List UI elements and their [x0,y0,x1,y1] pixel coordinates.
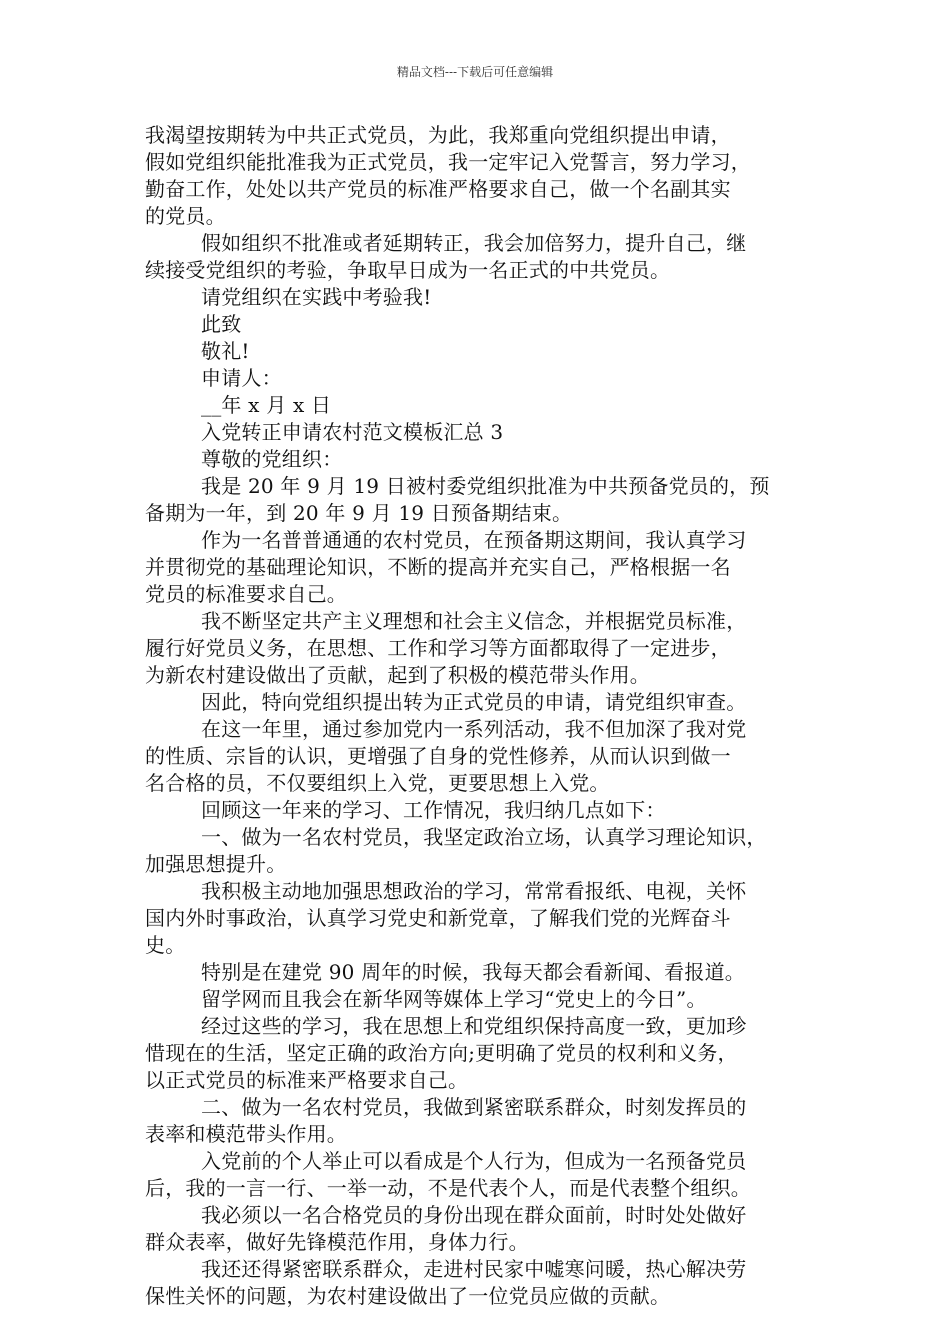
paragraph [145,311,817,338]
text-line: 在这一年里，通过参加党内一系列活动，我不但加深了我对党 [201,717,747,741]
paragraph [145,1013,817,1094]
text-line: 因此，特向党组织提出转为正式党员的申请，请党组织审查。 [201,690,747,714]
text-line: 履行好党员义务，在思想、工作和学习等方面都取得了一定进步， [145,636,731,660]
text-line: 我积极主动地加强思想政治的学习，常常看报纸、电视，关怀 [201,879,747,903]
text-line: 表率和模范带头作用。 [145,1122,347,1146]
paragraph [145,608,817,689]
text-line: 我必须以一名合格党员的身份出现在群众面前，时时处处做好 [201,1203,747,1227]
text-line: __年 x 月 x 日 [201,393,332,417]
document-body [145,122,817,1310]
text-line: 我是 20 年 9 月 19 日被村委党组织批准为中共预备党员的，预 [201,474,770,498]
paragraph [145,716,817,797]
paragraph [145,365,817,392]
text-line: 一、做为一名农村党员，我坚定政治立场，认真学习理论知识， [201,825,767,849]
text-line: 请党组织在实践中考验我! [201,285,432,309]
text-line: 此致 [201,312,242,336]
text-line: 作为一名普普通通的农村党员，在预备期这期间，我认真学习 [201,528,747,552]
paragraph [145,797,817,824]
text-line: 经过这些的学习，我在思想上和党组织保持高度一致，更加珍 [201,1014,747,1038]
paragraph [145,959,817,986]
text-line: 国内外时事政治，认真学习党史和新党章，了解我们党的光辉奋斗 [145,906,731,930]
text-line: 我还还得紧密联系群众，走进村民家中嘘寒问暖，热心解决劳 [201,1257,747,1281]
paragraph [145,392,817,419]
text-line: 的党员。 [145,204,226,228]
text-line: 入党前的个人举止可以看成是个人行为，但成为一名预备党员 [201,1149,747,1173]
paragraph [145,1148,817,1202]
text-line: 续接受党组织的考验，争取早日成为一名正式的中共党员。 [145,258,671,282]
text-line: 备期为一年，到 20 年 9 月 19 日预备期结束。 [145,501,573,525]
text-line: 名合格的员，不仅要组织上入党，更要思想上入党。 [145,771,610,795]
paragraph [145,986,817,1013]
text-line: 假如党组织能批准我为正式党员，我一定牢记入党誓言，努力学习， [145,150,751,174]
paragraph [145,878,817,959]
paragraph [145,1256,817,1310]
text-line: 敬礼! [201,339,250,363]
text-line: 惜现在的生活，坚定正确的政治方向;更明确了党员的权利和义务， [145,1041,738,1065]
text-line: 我渴望按期转为中共正式党员，为此，我郑重向党组织提出申请， [145,123,731,147]
paragraph [145,689,817,716]
text-line: 群众表率，做好先锋模范作用，身体力行。 [145,1230,529,1254]
paragraph [145,527,817,608]
text-line: 为新农村建设做出了贡献，起到了积极的模范带头作用。 [145,663,650,687]
text-line: 保性关怀的问题，为农村建设做出了一位党员应做的贡献。 [145,1284,671,1308]
paragraph [145,284,817,311]
paragraph [145,824,817,878]
text-line: 加强思想提升。 [145,852,287,876]
text-line: 留学网而且我会在新华网等媒体上学习“党史上的今日”。 [201,987,707,1011]
paragraph [145,473,817,527]
text-line: 党员的标准要求自己。 [145,582,347,606]
text-line: 假如组织不批准或者延期转正，我会加倍努力，提升自己，继 [201,231,747,255]
text-line: 史。 [145,933,186,957]
paragraph [145,122,817,230]
paragraph [145,230,817,284]
paragraph [145,419,817,446]
text-line: 入党转正申请农村范文模板汇总 3 [201,420,504,444]
text-line: 后，我的一言一行、一举一动，不是代表个人，而是代表整个组织。 [145,1176,751,1200]
paragraph [145,1202,817,1256]
text-line: 我不断坚定共产主义理想和社会主义信念，并根据党员标准， [201,609,747,633]
text-line: 以正式党员的标准来严格要求自己。 [145,1068,469,1092]
paragraph [145,1094,817,1148]
text-line: 尊敬的党组织： [201,447,343,471]
text-line: 勤奋工作，处处以共产党员的标准严格要求自己，做一个名副其实 [145,177,731,201]
text-line: 回顾这一年来的学习、工作情况，我归纳几点如下： [201,798,666,822]
text-line: 特别是在建党 90 周年的时候，我每天都会看新闻、看报道。 [201,960,745,984]
text-line: 二、做为一名农村党员，我做到紧密联系群众，时刻发挥员的 [201,1095,747,1119]
paragraph [145,446,817,473]
text-line: 并贯彻党的基础理论知识，不断的提高并充实自己，严格根据一名 [145,555,731,579]
text-line: 的性质、宗旨的认识，更增强了自身的党性修养，从而认识到做一 [145,744,731,768]
page-header: 精品文档---下载后可任意编辑 [396,65,554,79]
text-line: 申请人： [201,366,282,390]
paragraph [145,338,817,365]
